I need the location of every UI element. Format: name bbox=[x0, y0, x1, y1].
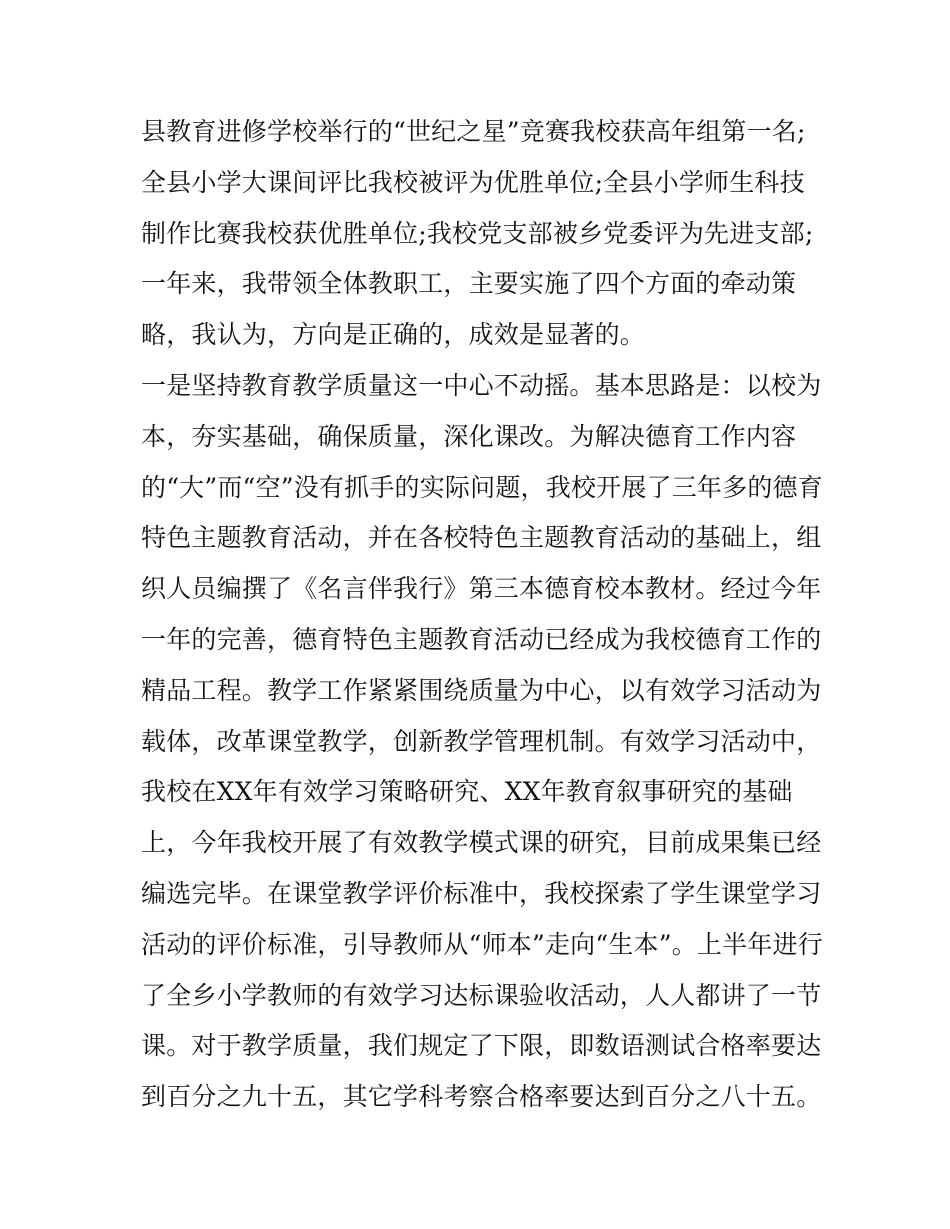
text-line: 全县小学大课间评比我校被评为优胜单位;全县小学师生科技 bbox=[141, 167, 805, 197]
text-line: 略，我认为，方向是正确的，成效是显著的。 bbox=[141, 320, 646, 350]
text-line: 本，夯实基础，确保质量，深化课改。为解决德育工作内容 bbox=[141, 421, 797, 451]
text-line: 上，今年我校开展了有效教学模式课的研究，目前成果集已经 bbox=[141, 828, 822, 858]
text-line: 织人员编撰了《名言伴我行》第三本德育校本教材。经过今年 bbox=[141, 574, 822, 604]
body-text bbox=[141, 107, 821, 1123]
text-line: 课。对于教学质量，我们规定了下限，即数语测试合格率要达 bbox=[141, 1031, 822, 1061]
text-line: 活动的评价标准，引导教师从“师本”走向“生本”。上半年进行 bbox=[141, 929, 823, 959]
text-line: 一是坚持教育教学质量这一中心不动摇。基本思路是：以校为 bbox=[141, 370, 822, 400]
text-line: 了全乡小学教师的有效学习达标课验收活动，人人都讲了一节 bbox=[141, 980, 822, 1010]
text-line: 一年来，我带领全体教职工，主要实施了四个方面的牵动策 bbox=[141, 269, 797, 299]
text-line: 的“大”而“空”没有抓手的实际问题，我校开展了三年多的德育 bbox=[141, 472, 823, 502]
text-line: 特色主题教育活动，并在各校特色主题教育活动的基础上，组 bbox=[141, 523, 822, 553]
text-line: 我校在XX年有效学习策略研究、XX年教育叙事研究的基础 bbox=[141, 777, 793, 807]
text-line: 县教育进修学校举行的“世纪之星”竞赛我校获高年组第一名; bbox=[141, 117, 806, 146]
text-line: 载体，改革课堂教学，创新教学管理机制。有效学习活动中， bbox=[141, 726, 822, 756]
text-line: 一年的完善，德育特色主题教育活动已经成为我校德育工作的 bbox=[141, 624, 822, 654]
text-line: 到百分之九十五，其它学科考察合格率要达到百分之八十五。 bbox=[141, 1082, 822, 1112]
text-line: 编选完毕。在课堂教学评价标准中，我校探索了学生课堂学习 bbox=[141, 878, 822, 908]
text-line: 制作比赛我校获优胜单位;我校党支部被乡党委评为先进支部; bbox=[141, 218, 814, 248]
text-line: 精品工程。教学工作紧紧围绕质量为中心，以有效学习活动为 bbox=[141, 675, 822, 705]
